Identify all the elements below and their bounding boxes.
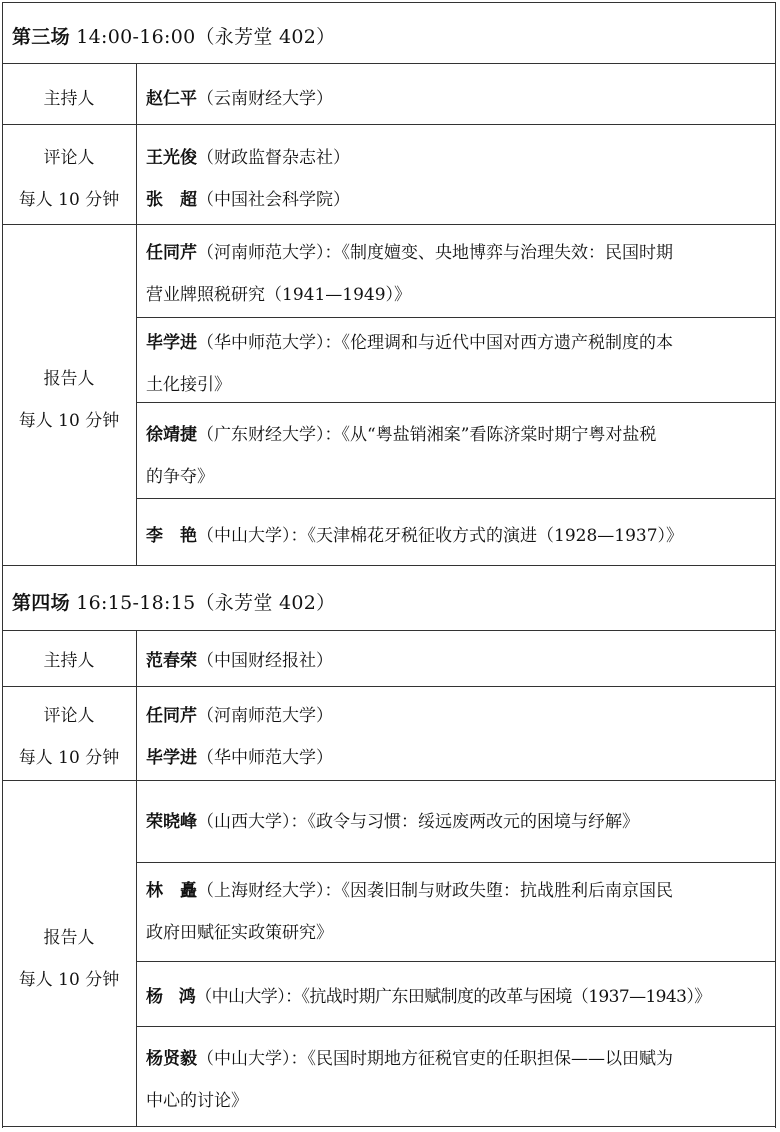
reporter-name: 荣晓峰 [146,812,197,832]
reporter-time: 每人 10 分钟 [18,970,120,990]
reporter-name: 林 矗 [146,881,197,901]
commenter-org: （财政监督杂志社） [197,148,350,168]
reporter-entry [146,515,770,557]
row-divider [2,630,776,631]
commenter-org: （中国社会科学院） [197,190,350,210]
commenter-label: 评论人 [43,148,95,168]
host-name: 赵仁平 [146,89,197,109]
table-border [2,2,776,3]
paper-title: （上海财经大学）：《因袭旧制与财政失堕：抗战胜利后南京国民 [197,881,673,901]
commenter-label-block [2,137,136,221]
session-title [12,22,335,49]
row-divider [136,862,776,863]
commenter-name: 张 超 [146,190,197,210]
commenter-org: （河南师范大学） [197,706,333,726]
host-label: 主持人 [43,651,95,671]
host-org: （中国财经报社） [197,651,333,671]
paper-title: （华中师范大学）：《伦理调和与近代中国对西方遗产税制度的本 [197,333,673,353]
row-divider [2,124,776,125]
paper-title: （中山大学）：《民国时期地方征税官吏的任职担保——以田赋为 [197,1049,673,1069]
row-divider [2,686,776,687]
paper-title: （河南师范大学）：《制度嬗变、央地博弈与治理失效：民国时期 [197,243,673,263]
commenter-time: 每人 10 分钟 [18,190,120,210]
paper-title: （中山大学）：《抗战时期广东田赋制度的改革与困境（1937—1943）》 [195,987,711,1007]
reporter-label-block [2,358,136,442]
row-divider [136,498,776,499]
row-divider [2,780,776,781]
row-divider [136,317,776,318]
session-name: 第四场 [12,592,70,614]
host-name: 范春荣 [146,651,197,671]
reporter-entry [146,232,770,316]
session-time-venue: 16:15-18:15（永芳堂 402） [69,592,336,614]
host-org: （云南财经大学） [197,89,333,109]
paper-title-cont: 中心的讨论》 [146,1091,248,1111]
host-cell [146,640,770,682]
table-border [2,1126,776,1127]
host-label: 主持人 [43,89,95,109]
row-divider [136,961,776,962]
row-divider [136,1026,776,1027]
reporter-name: 杨贤毅 [146,1049,197,1069]
reporter-label: 报告人 [43,928,95,948]
list-item [146,137,770,179]
paper-title-cont: 的争夺》 [146,467,214,487]
reporter-name: 毕学进 [146,333,197,353]
reporter-entry [146,1038,770,1122]
commenter-cell [146,137,770,221]
list-item [146,179,770,221]
paper-title: （山西大学）：《政令与习惯：绥远废两改元的困境与纾解》 [197,812,639,832]
reporter-time: 每人 10 分钟 [18,411,120,431]
column-divider [136,630,137,1126]
reporter-label-block [2,917,136,1001]
commenter-org: （华中师范大学） [197,748,333,768]
reporter-entry [146,870,770,954]
reporter-name: 任同芹 [146,243,197,263]
reporter-name: 杨 鸿 [146,987,196,1007]
row-divider [2,63,776,64]
reporter-entry [146,801,770,843]
reporter-name: 徐靖捷 [146,425,197,445]
session-name: 第三场 [12,26,70,48]
reporter-entry [146,414,770,498]
paper-title-cont: 营业牌照税研究（1941—1949）》 [146,285,412,305]
commenter-name: 王光俊 [146,148,197,168]
commenter-cell [146,695,770,779]
reporter-name: 李 艳 [146,526,197,546]
host-cell [146,78,770,120]
paper-title: （广东财经大学）：《从“粤盐销湘案”看陈济棠时期宁粤对盐税 [197,425,657,445]
commenter-time: 每人 10 分钟 [18,748,120,768]
paper-title: （中山大学）：《天津棉花牙税征收方式的演进（1928—1937）》 [197,526,684,546]
reporter-label: 报告人 [43,369,95,389]
commenter-name: 毕学进 [146,748,197,768]
reporter-entry [146,322,770,406]
column-divider [136,63,137,565]
session-title [12,588,335,615]
commenter-label: 评论人 [43,706,95,726]
commenter-name: 任同芹 [146,706,197,726]
list-item [146,737,770,779]
commenter-label-block [2,695,136,779]
row-divider [2,565,776,566]
list-item [146,695,770,737]
paper-title-cont: 政府田赋征实政策研究》 [146,923,333,943]
paper-title-cont: 土化接引》 [146,375,231,395]
row-divider [2,224,776,225]
session-time-venue: 14:00-16:00（永芳堂 402） [69,26,336,48]
reporter-entry [146,976,770,1018]
